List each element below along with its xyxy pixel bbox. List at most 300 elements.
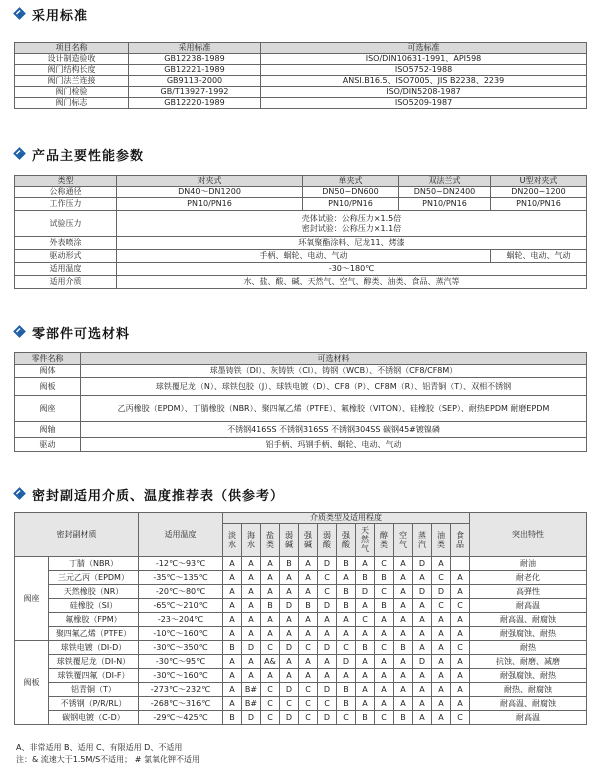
rating-cell: B: [356, 571, 375, 585]
material-cell: 丁腈（NBR）: [49, 557, 139, 571]
table-row: [15, 365, 587, 378]
rating-cell: A: [337, 571, 356, 585]
rating-cell: A: [299, 557, 318, 571]
rating-cell: A: [413, 641, 432, 655]
rating-cell: A: [375, 697, 394, 711]
table-row: [15, 641, 587, 655]
rating-cell: C: [261, 697, 280, 711]
material-options: 球铁覆尼龙（N）、球铁包胶（J）、球铁电镀（D）、CF8（P）、CF8M（R）、铝青铜（T）、双相不锈钢: [81, 378, 587, 396]
seal-table: [14, 512, 587, 725]
group-label: 阀板: [15, 641, 49, 725]
table-row: [15, 571, 587, 585]
temperature-cell: -30℃～95℃: [139, 655, 223, 669]
row-label: 公称通径: [15, 187, 117, 198]
rating-cell: A: [394, 613, 413, 627]
header-feature: 突出特性: [470, 513, 587, 557]
table-header-row: [15, 353, 587, 365]
temperature-cell: -10℃～160℃: [139, 627, 223, 641]
rating-cell: A: [299, 655, 318, 669]
cell: 手柄、蜗轮、电动、气动: [117, 250, 491, 263]
rating-cell: A: [356, 655, 375, 669]
rating-cell: A: [261, 571, 280, 585]
media-column-label: 食品: [456, 530, 464, 549]
feature-cell: 耐油: [470, 557, 587, 571]
column-header: 可选材料: [81, 353, 587, 365]
legend-notes: [16, 742, 200, 766]
temperature-cell: -12℃～93℃: [139, 557, 223, 571]
rating-cell: A: [394, 669, 413, 683]
table-row: [15, 557, 587, 571]
rating-cell: D: [356, 585, 375, 599]
row-label: 驱动形式: [15, 250, 117, 263]
rating-cell: C: [432, 599, 451, 613]
material-cell: 硅橡胶（SI）: [49, 599, 139, 613]
rating-cell: C: [280, 697, 299, 711]
material-cell: 氟橡胶（FPM）: [49, 613, 139, 627]
rating-cell: C: [261, 711, 280, 725]
rating-cell: C: [318, 571, 337, 585]
material-options: 铝手柄、玛钢手柄、蜗轮、电动、气动: [81, 438, 587, 452]
media-column-label: 强酸: [342, 530, 350, 549]
table-row: [15, 585, 587, 599]
rating-cell: B: [394, 641, 413, 655]
rating-cell: C: [318, 585, 337, 599]
media-column-label: 海水: [247, 530, 255, 549]
material-options: 球墨铸铁（DI）、灰铸铁（CI）、铸钢（WCB）、不锈钢（CF8/CF8M）: [81, 365, 587, 378]
header-single: 单夹式: [303, 176, 399, 187]
rating-cell: A: [451, 627, 470, 641]
section-title: 密封副适用介质、温度推荐表（供参考）: [32, 488, 285, 504]
temperature-cell: -35℃～135℃: [139, 571, 223, 585]
material-cell: 聚四氟乙烯（PTFE）: [49, 627, 139, 641]
rating-cell: D: [318, 683, 337, 697]
cell: 环氧聚酯涂料、尼龙11、烤漆: [117, 237, 587, 250]
cell: PN10/PN16: [303, 198, 399, 211]
rating-cell: A: [413, 697, 432, 711]
rating-cell: A: [375, 613, 394, 627]
media-column-label: 空气: [399, 530, 407, 549]
rating-cell: A: [280, 585, 299, 599]
cell: GB9113-2000: [129, 76, 261, 87]
rating-cell: C: [375, 711, 394, 725]
media-column-label: 淡水: [228, 530, 236, 549]
cell: GB/T13927-1992: [129, 87, 261, 98]
rating-cell: A: [356, 627, 375, 641]
rating-cell: A: [223, 669, 242, 683]
rating-cell: C: [451, 711, 470, 725]
rating-cell: A: [299, 613, 318, 627]
rating-cell: C: [375, 641, 394, 655]
rating-cell: D: [413, 585, 432, 599]
cell: 阀门标志: [15, 98, 129, 109]
media-column-header: [356, 524, 375, 557]
rating-cell: A: [356, 557, 375, 571]
section-title: 采用标准: [32, 8, 89, 24]
cell: ISO5752-1988: [261, 65, 587, 76]
rating-cell: A: [280, 571, 299, 585]
rating-cell: A: [242, 627, 261, 641]
rating-cell: C: [451, 641, 470, 655]
test-pressure-cell: [117, 211, 587, 237]
column-header: 采用标准: [129, 43, 261, 54]
table-row: [15, 711, 587, 725]
feature-cell: 耐强腐蚀、耐热: [470, 669, 587, 683]
rating-cell: B: [223, 641, 242, 655]
rating-cell: C: [299, 697, 318, 711]
feature-cell: 耐老化: [470, 571, 587, 585]
section-standards-heading: [14, 4, 88, 24]
cell: ANSI.B16.5、ISO7005、JIS B2238、2239: [261, 76, 587, 87]
rating-cell: A: [394, 627, 413, 641]
media-column-header: [223, 524, 242, 557]
rating-cell: B: [375, 571, 394, 585]
header-media: 介质类型及适用程度: [223, 513, 470, 524]
column-header: 项目名称: [15, 43, 129, 54]
rating-cell: C: [451, 599, 470, 613]
rating-cell: A: [413, 669, 432, 683]
row-label: 工作压力: [15, 198, 117, 211]
rating-cell: B: [223, 711, 242, 725]
rating-cell: B#: [242, 697, 261, 711]
rating-cell: A: [432, 711, 451, 725]
rating-cell: A: [280, 627, 299, 641]
rating-cell: A: [280, 655, 299, 669]
media-column-label: 油类: [437, 530, 445, 549]
rating-cell: D: [413, 655, 432, 669]
rating-cell: D: [432, 585, 451, 599]
legend-line: A、非常适用 B、适用 C、有限适用 D、不适用: [16, 743, 183, 752]
rating-cell: A: [432, 655, 451, 669]
rating-cell: A: [261, 585, 280, 599]
cell: ISO5209-1987: [261, 98, 587, 109]
rating-cell: A: [223, 683, 242, 697]
rating-cell: A: [242, 557, 261, 571]
cell: 蜗轮、电动、气动: [491, 250, 587, 263]
temperature-cell: -268℃～316℃: [139, 697, 223, 711]
rating-cell: D: [318, 557, 337, 571]
rating-cell: D: [280, 711, 299, 725]
rating-cell: D: [242, 711, 261, 725]
table-header-row: [15, 513, 587, 524]
row-label: 试验压力: [15, 211, 117, 237]
material-cell: 球铁覆尼龙（DI-N）: [49, 655, 139, 669]
cell: 水、盐、酸、碱、天然气、空气、醇类、油类、食品、蒸汽等: [117, 276, 587, 289]
rating-cell: A: [432, 697, 451, 711]
rating-cell: A: [318, 655, 337, 669]
cell: DN50~DN600: [303, 187, 399, 198]
header-double-flange: 双法兰式: [399, 176, 491, 187]
cell: 阀门法兰连接: [15, 76, 129, 87]
rating-cell: D: [280, 641, 299, 655]
table-row: [15, 669, 587, 683]
rating-cell: A: [261, 669, 280, 683]
rating-cell: A: [413, 627, 432, 641]
rating-cell: A: [451, 613, 470, 627]
rating-cell: B: [261, 599, 280, 613]
feature-cell: 耐强腐蚀、耐热: [470, 627, 587, 641]
rating-cell: C: [337, 711, 356, 725]
rating-cell: A: [242, 599, 261, 613]
temperature-cell: -20℃～80℃: [139, 585, 223, 599]
materials-table: [14, 352, 587, 452]
rating-cell: A: [451, 585, 470, 599]
rating-cell: D: [280, 599, 299, 613]
rating-cell: B: [337, 697, 356, 711]
material-cell: 不锈钢（P/R/RL）: [49, 697, 139, 711]
row-label: 适用介质: [15, 276, 117, 289]
part-name: 阀体: [15, 365, 81, 378]
rating-cell: A: [299, 571, 318, 585]
rating-cell: A: [299, 627, 318, 641]
rating-cell: A: [242, 655, 261, 669]
rating-cell: A: [394, 683, 413, 697]
rating-cell: A: [223, 613, 242, 627]
section-performance-heading: [14, 144, 144, 164]
rating-cell: A: [242, 571, 261, 585]
rating-cell: D: [318, 641, 337, 655]
section-seal-heading: [14, 484, 284, 504]
rating-cell: C: [299, 641, 318, 655]
temperature-cell: -29℃～425℃: [139, 711, 223, 725]
table-header-row: [15, 43, 587, 54]
cell: DN40～DN1200: [117, 187, 303, 198]
diamond-bullet-icon: [14, 326, 26, 338]
rating-cell: A: [337, 669, 356, 683]
rating-cell: A: [299, 585, 318, 599]
rating-cell: C: [299, 711, 318, 725]
media-column-header: [280, 524, 299, 557]
diamond-bullet-icon: [14, 148, 26, 160]
seal-test-text: 密封试验：公称压力×1.1倍: [301, 223, 402, 233]
rating-cell: B: [356, 641, 375, 655]
rating-cell: D: [242, 641, 261, 655]
material-cell: 球铁覆四氟（DI-F）: [49, 669, 139, 683]
cell: 阀门结构长度: [15, 65, 129, 76]
media-column-header: [451, 524, 470, 557]
rating-cell: A: [356, 599, 375, 613]
rating-cell: C: [337, 641, 356, 655]
part-name: 驱动: [15, 438, 81, 452]
rating-cell: C: [432, 571, 451, 585]
rating-cell: B: [337, 557, 356, 571]
media-column-label: 弱碱: [285, 530, 293, 549]
media-column-header: [394, 524, 413, 557]
rating-cell: A&: [261, 655, 280, 669]
rating-cell: A: [375, 627, 394, 641]
standards-table: [14, 42, 587, 109]
rating-cell: A: [394, 697, 413, 711]
rating-cell: A: [261, 627, 280, 641]
feature-cell: 耐高温: [470, 711, 587, 725]
rating-cell: B: [394, 711, 413, 725]
media-column-header: [242, 524, 261, 557]
media-column-label: 弱酸: [323, 530, 331, 549]
rating-cell: D: [318, 711, 337, 725]
rating-cell: A: [223, 557, 242, 571]
table-row: [15, 98, 587, 109]
rating-cell: A: [432, 613, 451, 627]
rating-cell: A: [280, 613, 299, 627]
rating-cell: C: [318, 697, 337, 711]
rating-cell: A: [337, 627, 356, 641]
table-row: [15, 65, 587, 76]
table-row: [15, 396, 587, 422]
performance-table: [14, 175, 587, 289]
feature-cell: 高弹性: [470, 585, 587, 599]
rating-cell: A: [451, 571, 470, 585]
feature-cell: 耐高温、耐腐蚀: [470, 697, 587, 711]
rating-cell: A: [223, 697, 242, 711]
rating-cell: A: [413, 613, 432, 627]
rating-cell: B: [337, 599, 356, 613]
rating-cell: A: [413, 683, 432, 697]
rating-cell: A: [432, 641, 451, 655]
rating-cell: A: [223, 655, 242, 669]
rating-cell: A: [242, 585, 261, 599]
media-column-label: 盐类: [266, 530, 274, 549]
table-row: [15, 627, 587, 641]
cell: GB12221-1989: [129, 65, 261, 76]
media-column-header: [337, 524, 356, 557]
rating-cell: A: [356, 669, 375, 683]
rating-cell: B: [375, 599, 394, 613]
rating-cell: C: [375, 557, 394, 571]
rating-cell: D: [413, 557, 432, 571]
rating-cell: A: [375, 683, 394, 697]
cell: DN200~1200: [491, 187, 587, 198]
media-column-label: 天然气: [361, 526, 369, 553]
rating-cell: A: [432, 669, 451, 683]
rating-cell: A: [318, 627, 337, 641]
rating-cell: A: [356, 683, 375, 697]
diamond-bullet-icon: [14, 488, 26, 500]
temperature-cell: -30℃～350℃: [139, 641, 223, 655]
material-cell: 铝青铜（T）: [49, 683, 139, 697]
media-column-header: [261, 524, 280, 557]
rating-cell: A: [223, 585, 242, 599]
cell: 设计制造验收: [15, 54, 129, 65]
part-name: 阀板: [15, 378, 81, 396]
rating-cell: D: [337, 655, 356, 669]
feature-cell: 抗蚀、耐磨、减磨: [470, 655, 587, 669]
header-wafer: 对夹式: [117, 176, 303, 187]
rating-cell: A: [394, 571, 413, 585]
rating-cell: A: [432, 627, 451, 641]
table-row: [15, 655, 587, 669]
cell: DN50~DN2400: [399, 187, 491, 198]
rating-cell: A: [261, 613, 280, 627]
rating-cell: A: [394, 599, 413, 613]
rating-cell: A: [242, 669, 261, 683]
row-label: 外表喷涂: [15, 237, 117, 250]
material-cell: 天然橡胶（NR）: [49, 585, 139, 599]
temperature-cell: -23～204℃: [139, 613, 223, 627]
section-title: 产品主要性能参数: [32, 148, 145, 164]
column-header: 零件名称: [15, 353, 81, 365]
rating-cell: D: [318, 599, 337, 613]
column-header: 可选标准: [261, 43, 587, 54]
table-row: [15, 599, 587, 613]
table-row: [15, 378, 587, 396]
rating-cell: A: [451, 697, 470, 711]
cell: GB12220-1989: [129, 98, 261, 109]
media-column-header: [318, 524, 337, 557]
table-row: [15, 54, 587, 65]
table-row: [15, 697, 587, 711]
media-column-label: 醇类: [380, 530, 388, 549]
table-row: [15, 87, 587, 98]
material-options: 乙丙橡胶（EPDM）、丁腈橡胶（NBR）、聚四氟乙烯（PTFE）、氟橡胶（VITON）、硅橡胶（SEP）、耐热EPDM 耐磨EPDM: [81, 396, 587, 422]
part-name: 阀轴: [15, 422, 81, 438]
rating-cell: A: [242, 613, 261, 627]
cell: ISO/DIN10631-1991、API598: [261, 54, 587, 65]
rating-cell: A: [451, 669, 470, 683]
rating-cell: A: [375, 669, 394, 683]
part-name: 阀座: [15, 396, 81, 422]
rating-cell: [451, 557, 470, 571]
rating-cell: A: [451, 655, 470, 669]
media-column-header: [432, 524, 451, 557]
feature-cell: 耐高温、耐腐蚀: [470, 613, 587, 627]
cell: ISO/DIN5208-1987: [261, 87, 587, 98]
media-column-header: [413, 524, 432, 557]
temperature-cell: -65℃～210℃: [139, 599, 223, 613]
cell: PN10/PN16: [117, 198, 303, 211]
rating-cell: D: [280, 683, 299, 697]
rating-cell: A: [413, 711, 432, 725]
rating-cell: A: [318, 669, 337, 683]
rating-cell: A: [413, 599, 432, 613]
rating-cell: A: [337, 613, 356, 627]
feature-cell: 耐高温: [470, 599, 587, 613]
header-temp: 适用温度: [139, 513, 223, 557]
shell-test-text: 壳体试验：公称压力×1.5倍: [301, 213, 402, 223]
cell: PN10/PN16: [399, 198, 491, 211]
table-row: [15, 76, 587, 87]
diamond-bullet-icon: [14, 8, 26, 20]
header-material: 密封副材质: [15, 513, 139, 557]
media-column-header: [375, 524, 394, 557]
material-cell: 碳钢电镀（C-D）: [49, 711, 139, 725]
material-cell: 球铁电镀（DI-D）: [49, 641, 139, 655]
rating-cell: C: [261, 683, 280, 697]
material-cell: 三元乙丙（EPDM）: [49, 571, 139, 585]
table-row: [15, 438, 587, 452]
rating-cell: A: [394, 585, 413, 599]
section-title: 零部件可选材料: [32, 326, 131, 342]
rating-cell: A: [261, 557, 280, 571]
table-row: [15, 422, 587, 438]
feature-cell: 耐热、耐腐蚀: [470, 683, 587, 697]
rating-cell: B: [337, 683, 356, 697]
rating-cell: B: [356, 711, 375, 725]
cell: -30～180℃: [117, 263, 587, 276]
temperature-cell: -30℃～160℃: [139, 669, 223, 683]
row-label: 适用温度: [15, 263, 117, 276]
rating-cell: A: [432, 683, 451, 697]
rating-cell: B#: [242, 683, 261, 697]
rating-cell: A: [356, 697, 375, 711]
group-label: 阀座: [15, 557, 49, 641]
rating-cell: A: [432, 557, 451, 571]
feature-cell: 耐热: [470, 641, 587, 655]
cell: PN10/PN16: [491, 198, 587, 211]
rating-cell: C: [375, 585, 394, 599]
rating-cell: A: [451, 683, 470, 697]
rating-cell: A: [299, 669, 318, 683]
rating-cell: B: [337, 585, 356, 599]
rating-cell: C: [356, 613, 375, 627]
